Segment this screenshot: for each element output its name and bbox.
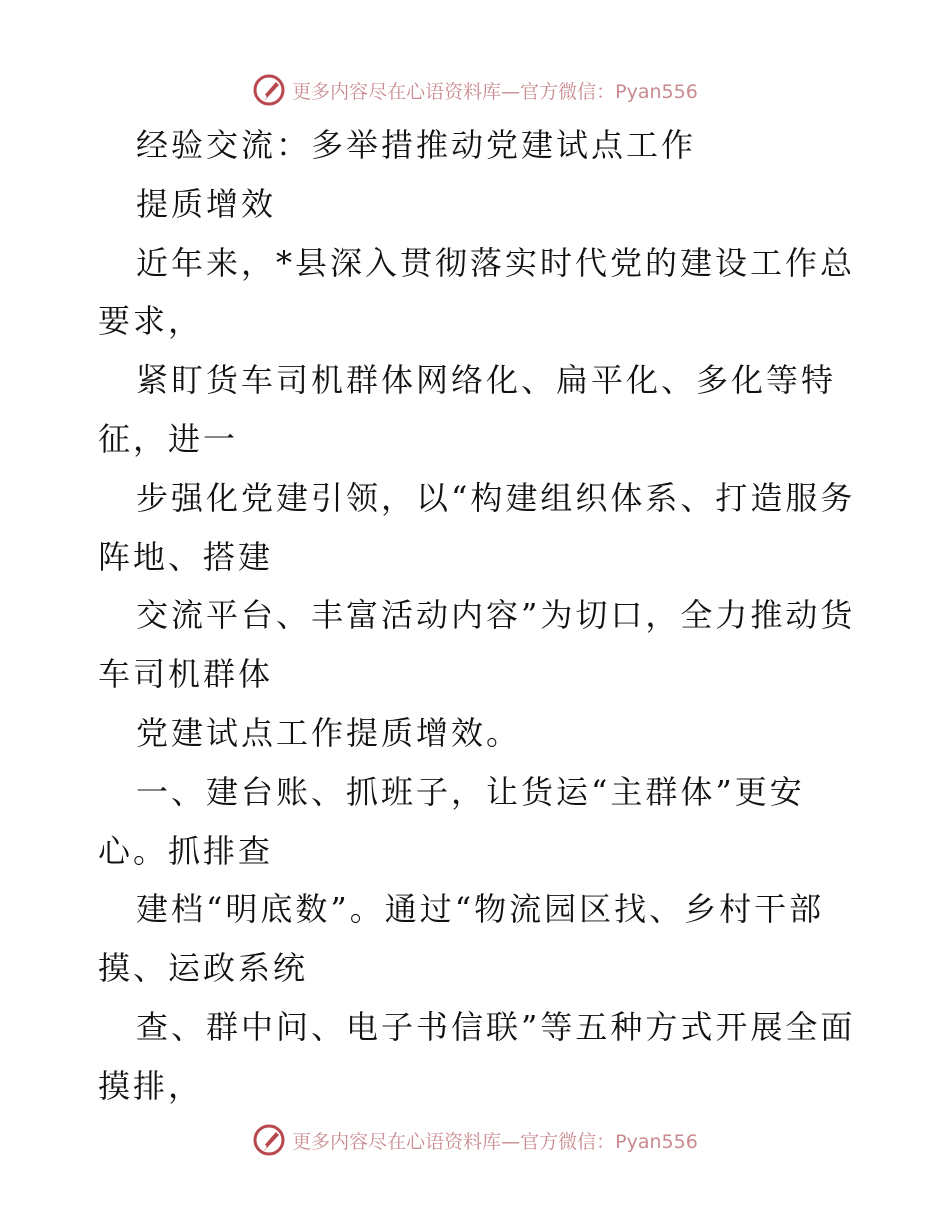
document-title-line: 经验交流：多举措推动党建试点工作: [136, 126, 697, 164]
paragraph-line: 要求，: [98, 302, 204, 341]
paragraph-line: 阵地、搭建: [98, 537, 274, 576]
section-heading-line: 一、建台账、抓班子，让货运“主群体”更安: [136, 772, 805, 811]
watermark-banner-top: [0, 72, 950, 108]
paragraph-line: 车司机群体: [98, 655, 274, 694]
paragraph-line: 紧盯货车司机群体网络化、扁平化、多化等特: [136, 361, 837, 400]
pen-logo-icon: [252, 73, 286, 107]
paragraph-line: 心。抓排查: [98, 831, 274, 870]
pen-logo-icon: [252, 1123, 286, 1157]
paragraph-line: 近年来，*县深入贯彻落实时代党的建设工作总: [136, 243, 856, 282]
watermark-text: 更多内容尽在心语资料库—官方微信：Pyan556: [292, 80, 698, 103]
paragraph-line: 征，进一: [98, 419, 239, 458]
watermark-text: 更多内容尽在心语资料库—官方微信：Pyan556: [292, 1130, 698, 1153]
paragraph-line: 摸排，: [98, 1066, 204, 1105]
paragraph-line: 交流平台、丰富活动内容”为切口，全力推动货: [136, 596, 856, 635]
paragraph-line: 建档“明底数”。通过“物流园区找、乡村干部: [136, 890, 825, 929]
document-title-line: 提质增效: [136, 184, 277, 223]
document-body: [98, 116, 858, 1116]
paragraph-line: 摸、运政系统: [98, 949, 309, 988]
paragraph-line: 查、群中问、电子书信联”等五种方式开展全面: [136, 1007, 856, 1046]
watermark-banner-bottom: [0, 1122, 950, 1158]
paragraph-line: 步强化党建引领，以“构建组织体系、打造服务: [136, 478, 856, 517]
paragraph-line: 党建试点工作提质增效。: [136, 713, 522, 752]
